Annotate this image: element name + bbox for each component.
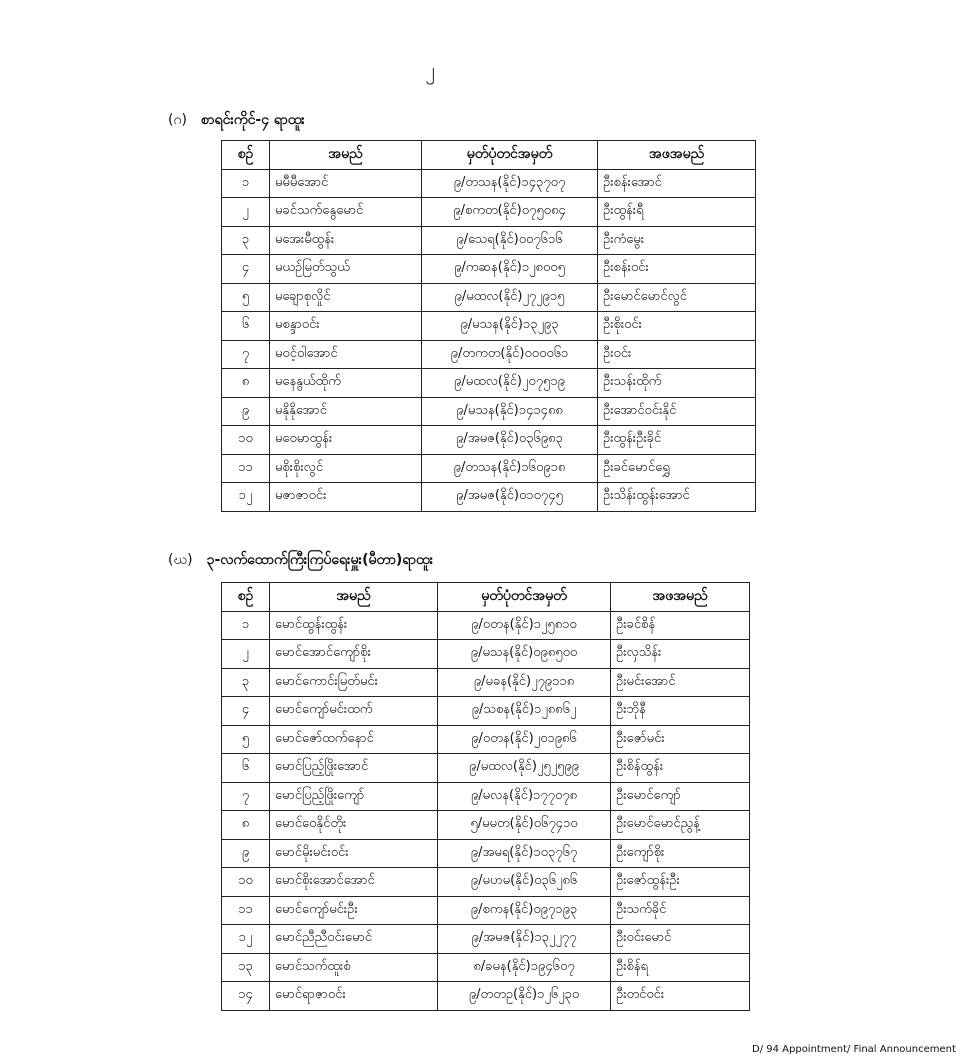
name-cell: မောင်ကောင်းမြတ်မင်း: [270, 668, 438, 697]
serial-cell: ၈: [222, 811, 270, 840]
father-name-cell: ဦးခင်စိန်: [611, 611, 750, 640]
serial-cell: ၁၁: [222, 454, 270, 483]
father-name-cell: ဦးမောင်မောင်လွင်: [598, 283, 756, 312]
table-header-row: [222, 583, 750, 612]
serial-cell: ၁၃: [222, 953, 270, 982]
column-header-serial: စဉ်: [222, 583, 270, 612]
name-cell: မမီမီအောင်: [270, 169, 422, 198]
father-name-cell: ဦးအောင်ဝင်းနိုင်: [598, 397, 756, 426]
table-row: [222, 839, 750, 868]
nrc-cell: ၉/မထလ(နိုင်)၂၅၂၅၉၉: [438, 754, 611, 783]
table-row: [222, 426, 756, 455]
applicant-table-accountant: [221, 140, 756, 512]
serial-cell: ၂: [222, 198, 270, 227]
column-header-serial: စဉ်: [222, 141, 270, 170]
name-cell: မောင်ရာဇာဝင်း: [270, 982, 438, 1011]
table-row: [222, 226, 756, 255]
name-cell: မခင်သက်နွေမောင်: [270, 198, 422, 227]
nrc-cell: ၉/သေရ(နိုင်)၀၀၇၆၁၆: [422, 226, 598, 255]
father-name-cell: ဦးလှသိန်း: [611, 640, 750, 669]
serial-cell: ၃: [222, 668, 270, 697]
serial-cell: ၁၄: [222, 982, 270, 1011]
nrc-cell: ၉/စကန(နိုင်)၀၉၇၁၉၃: [438, 896, 611, 925]
father-name-cell: ဦးကျော်စိုး: [611, 839, 750, 868]
nrc-cell: ၉/တသန(နိုင်)၁၆၀၉၁၈: [422, 454, 598, 483]
table-row: [222, 255, 756, 284]
table-row: [222, 283, 756, 312]
serial-cell: ၇: [222, 340, 270, 369]
table-row: [222, 312, 756, 341]
column-header-father-name: အဖအမည်: [611, 583, 750, 612]
name-cell: မောင်ကျော်မင်းဦး: [270, 896, 438, 925]
name-cell: မဇာဇာဝင်း: [270, 483, 422, 512]
serial-cell: ၁၀: [222, 868, 270, 897]
serial-cell: ၁: [222, 611, 270, 640]
table-row: [222, 868, 750, 897]
name-cell: မောင်ညီညီဝင်းမောင်: [270, 925, 438, 954]
father-name-cell: ဦးစိန်ထွန်း: [611, 754, 750, 783]
section-title: စာရင်းကိုင်-၄ ရာထူး: [200, 112, 305, 128]
table-row: [222, 782, 750, 811]
table-row: [222, 697, 750, 726]
father-name-cell: ဦးဝင်းမောင်: [611, 925, 750, 954]
column-header-nrc: မှတ်ပုံတင်အမှတ်: [422, 141, 598, 170]
name-cell: မောင်ပြည့်ဖြိုးကျော်: [270, 782, 438, 811]
table-row: [222, 668, 750, 697]
father-name-cell: ဦးစိန်ရ: [611, 953, 750, 982]
father-name-cell: ဦးသက်ခိုင်: [611, 896, 750, 925]
table-row: [222, 340, 756, 369]
father-name-cell: ဦးစန်းအောင်: [598, 169, 756, 198]
section-marker: (ဃ): [168, 552, 193, 568]
father-name-cell: ဦးဘိုနီ: [611, 697, 750, 726]
father-name-cell: ဦးမောင်မောင်ညွန့်: [611, 811, 750, 840]
father-name-cell: ဦးကံမွေး: [598, 226, 756, 255]
nrc-cell: ၉/မလန(နိုင်)၁၇၇၀၇၈: [438, 782, 611, 811]
table-row: [222, 640, 750, 669]
table-row: [222, 811, 750, 840]
column-header-name: အမည်: [270, 583, 438, 612]
name-cell: မနိုနိုအောင်: [270, 397, 422, 426]
nrc-cell: ၉/မသန(နိုင်)၀၉၈၅၀၀: [438, 640, 611, 669]
nrc-cell: ၉/အမဇ(နိုင်)၁၃၂၂၇၇: [438, 925, 611, 954]
table-row: [222, 925, 750, 954]
name-cell: မအေးမီထွန်း: [270, 226, 422, 255]
section-heading-1: [168, 110, 305, 131]
section-marker: (ဂ): [168, 112, 187, 128]
name-cell: မယဉ်မြတ်သွယ်: [270, 255, 422, 284]
page-number: ၂: [425, 59, 435, 81]
serial-cell: ၁: [222, 169, 270, 198]
column-header-name: အမည်: [270, 141, 422, 170]
father-name-cell: ဦးထွန်းရီ: [598, 198, 756, 227]
father-name-cell: ဦးထွန်းဦးခိုင်: [598, 426, 756, 455]
serial-cell: ၅: [222, 725, 270, 754]
nrc-cell: ၉/ကဆန(နိုင်)၁၂၈၀၀၅: [422, 255, 598, 284]
father-name-cell: ဦးသန်းထိုက်: [598, 369, 756, 398]
table-row: [222, 369, 756, 398]
name-cell: မောင်ကျော်မင်းထက်: [270, 697, 438, 726]
serial-cell: ၂: [222, 640, 270, 669]
table-row: [222, 982, 750, 1011]
name-cell: မောင်ဝေနိုင်တိုး: [270, 811, 438, 840]
name-cell: မောင်သက်ထူးစံ: [270, 953, 438, 982]
section-heading-2: [168, 550, 433, 571]
nrc-cell: ၈/ခမန(နိုင်)၁၉၄၆၀၇: [438, 953, 611, 982]
table-row: [222, 611, 750, 640]
serial-cell: ၁၂: [222, 483, 270, 512]
nrc-cell: ၉/အမဇ(နိုင်)၀၃၆၉၈၃: [422, 426, 598, 455]
nrc-cell: ၉/မထလ(နိုင်)၂၀၇၅၁၉: [422, 369, 598, 398]
table-header-row: [222, 141, 756, 170]
table-row: [222, 169, 756, 198]
column-header-father-name: အဖအမည်: [598, 141, 756, 170]
name-cell: မောင်ပြည့်ဖြိုးအောင်: [270, 754, 438, 783]
table-row: [222, 896, 750, 925]
nrc-cell: ၅/မမတ(နိုင်)၀၆၇၄၁၀: [438, 811, 611, 840]
father-name-cell: ဦးမောင်ကျော်: [611, 782, 750, 811]
father-name-cell: ဦးတင်ဝင်း: [611, 982, 750, 1011]
father-name-cell: ဦးမင်းအောင်: [611, 668, 750, 697]
footer-reference: D/ 94 Appointment/ Final Announcement: [752, 1044, 956, 1055]
name-cell: မောင်မိုးမင်းဝင်း: [270, 839, 438, 868]
nrc-cell: ၉/မထလ(နိုင်)၂၇၂၉၁၅: [422, 283, 598, 312]
table-row: [222, 725, 750, 754]
applicant-table-meter-supervisor: [221, 582, 750, 1011]
name-cell: မစန္ဒာဝင်း: [270, 312, 422, 341]
father-name-cell: ဦးစန်းဝင်း: [598, 255, 756, 284]
name-cell: မဝင့်ဝါအောင်: [270, 340, 422, 369]
name-cell: မောင်ထွန်းထွန်း: [270, 611, 438, 640]
nrc-cell: ၉/မခန(နိုင်)၂၇၉၁၁၈: [438, 668, 611, 697]
section-title: ၃-လက်ထောက်ကြီးကြပ်ရေးမှူး(မီတာ)ရာထူး: [206, 552, 434, 568]
serial-cell: ၅: [222, 283, 270, 312]
father-name-cell: ဦးဝင်း: [598, 340, 756, 369]
father-name-cell: ဦးစိုးဝင်း: [598, 312, 756, 341]
name-cell: မဝေမာထွန်း: [270, 426, 422, 455]
name-cell: မစိုးစိုးလွင်: [270, 454, 422, 483]
nrc-cell: ၉/မသန(နိုင်)၁၃၂၉၃: [422, 312, 598, 341]
father-name-cell: ဦးခင်မောင်ရွှေ: [598, 454, 756, 483]
serial-cell: ၁၀: [222, 426, 270, 455]
serial-cell: ၆: [222, 312, 270, 341]
nrc-cell: ၉/တသန(နိုင်)၁၄၃၇၀၇: [422, 169, 598, 198]
name-cell: မနေနွယ်ထိုက်: [270, 369, 422, 398]
table-row: [222, 483, 756, 512]
name-cell: မောင်အောင်ကျော်စိုး: [270, 640, 438, 669]
name-cell: မောင်စိုးအောင်အောင်: [270, 868, 438, 897]
nrc-cell: ၉/ဝတန(နိုင်)၁၂၅၈၁၀: [438, 611, 611, 640]
table-row: [222, 397, 756, 426]
nrc-cell: ၉/တကတ(နိုင်)၀၀၀၀၆၁: [422, 340, 598, 369]
table-row: [222, 754, 750, 783]
nrc-cell: ၉/မသန(နိုင်)၁၄၁၄၈၈: [422, 397, 598, 426]
father-name-cell: ဦးဇော်ထွန်းဦး: [611, 868, 750, 897]
serial-cell: ၈: [222, 369, 270, 398]
serial-cell: ၄: [222, 697, 270, 726]
serial-cell: ၉: [222, 839, 270, 868]
serial-cell: ၄: [222, 255, 270, 284]
father-name-cell: ဦးသိန်းထွန်းအောင်: [598, 483, 756, 512]
table-row: [222, 953, 750, 982]
nrc-cell: ၉/ဝတန(နိုင်)၂၀၁၉၈၆: [438, 725, 611, 754]
nrc-cell: ၉/စကတ(နိုင်)၀၇၅၀၈၄: [422, 198, 598, 227]
nrc-cell: ၉/မဟမ(နိုင်)၀၃၆၂၈၆: [438, 868, 611, 897]
name-cell: မောင်ဇော်ထက်နောင်: [270, 725, 438, 754]
father-name-cell: ဦးဇော်မင်း: [611, 725, 750, 754]
nrc-cell: ၉/အမဇ(နိုင်)၀၁၀၇၄၅: [422, 483, 598, 512]
serial-cell: ၇: [222, 782, 270, 811]
column-header-nrc: မှတ်ပုံတင်အမှတ်: [438, 583, 611, 612]
table-row: [222, 198, 756, 227]
nrc-cell: ၉/အမရ(နိုင်)၁၀၃၇၆၇: [438, 839, 611, 868]
table-row: [222, 454, 756, 483]
serial-cell: ၃: [222, 226, 270, 255]
serial-cell: ၁၂: [222, 925, 270, 954]
serial-cell: ၆: [222, 754, 270, 783]
name-cell: မချောစုလှိုင်: [270, 283, 422, 312]
serial-cell: ၁၁: [222, 896, 270, 925]
nrc-cell: ၉/တတဥ(နိုင်)၁၂၆၂၃၀: [438, 982, 611, 1011]
nrc-cell: ၉/သစန(နိုင်)၁၂၈၈၆၂: [438, 697, 611, 726]
serial-cell: ၉: [222, 397, 270, 426]
